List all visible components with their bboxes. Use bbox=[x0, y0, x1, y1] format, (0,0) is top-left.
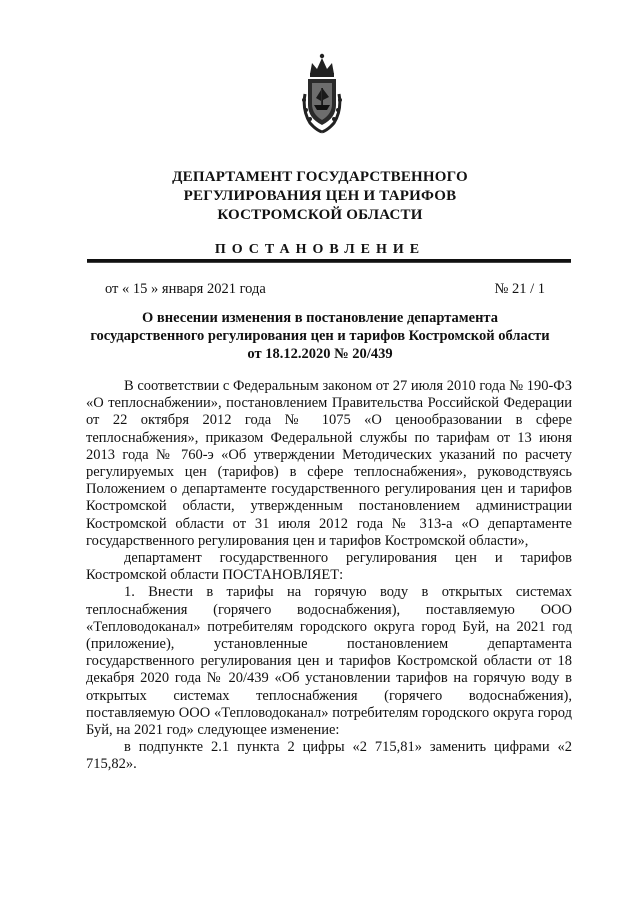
org-name-line-2: РЕГУЛИРОВАНИЯ ЦЕН И ТАРИФОВ bbox=[183, 188, 457, 204]
org-name-line-1: ДЕПАРТАМЕНТ ГОСУДАРСТВЕННОГО bbox=[172, 169, 468, 185]
document-subject bbox=[70, 309, 570, 363]
coat-of-arms-emblem bbox=[299, 50, 345, 136]
body-paragraph-resolves: департамент государственного регулирования цен и тарифов Костромской области ПОСТАНОВЛЯЕТ: bbox=[86, 550, 572, 584]
header-divider bbox=[87, 259, 571, 263]
org-name-line-3: КОСТРОМСКОЙ ОБЛАСТИ bbox=[217, 207, 423, 223]
body-paragraph-change: в подпункте 2.1 пункта 2 цифры «2 715,81» заменить цифрами «2 715,82». bbox=[86, 739, 572, 773]
subject-line-1: О внесении изменения в постановление департамента bbox=[142, 310, 498, 326]
body-paragraph-item-1: 1. Внести в тарифы на горячую воду в открытых системах теплоснабжения (горячего водоснабжения), поставляемую ООО «Тепловодоканал» потребителям городского округа город Буй, на 2021 год (приложение), установленные постановлением департамента государственного регулирования цен и тарифов Костромской области от 18 декабря 2020 года № 20/439 «Об установлении тарифов на горячую воду в открытых системах теплоснабжения (горячего водоснабжения), поставляемую ООО «Тепловодоканал» потребителям городского округа город Буй, на 2021 год» следующее изменение: bbox=[86, 584, 572, 739]
document-body bbox=[86, 378, 572, 774]
document-number: № 21 / 1 bbox=[494, 281, 545, 297]
document-date: от « 15 » января 2021 года bbox=[105, 281, 266, 297]
subject-line-2: государственного регулирования цен и тарифов Костромской области bbox=[90, 328, 550, 344]
body-paragraph-preamble: В соответствии с Федеральным законом от 27 июля 2010 года № 190-ФЗ «О теплоснабжении», постановлением Правительства Российской Федерации от 22 октября 2012 года № 1075 «О ценообразовании в сфере теплоснабжения», приказом Федеральной службы по тарифам от 13 июня 2013 года № 760-э «Об утверждении Методических указаний по расчету регулируемых цен (тарифов) в сфере теплоснабжения», руководствуясь Положением о департаменте государственного регулирования цен и тарифов Костромской области, утвержденным постановлением администрации Костромской области от 31 июля 2012 года № 313-а «О департаменте государственного регулирования цен и тарифов Костромской области», bbox=[86, 378, 572, 549]
document-type-title: ПОСТАНОВЛЕНИЕ bbox=[214, 242, 426, 257]
subject-line-3: от 18.12.2020 № 20/439 bbox=[247, 346, 393, 362]
